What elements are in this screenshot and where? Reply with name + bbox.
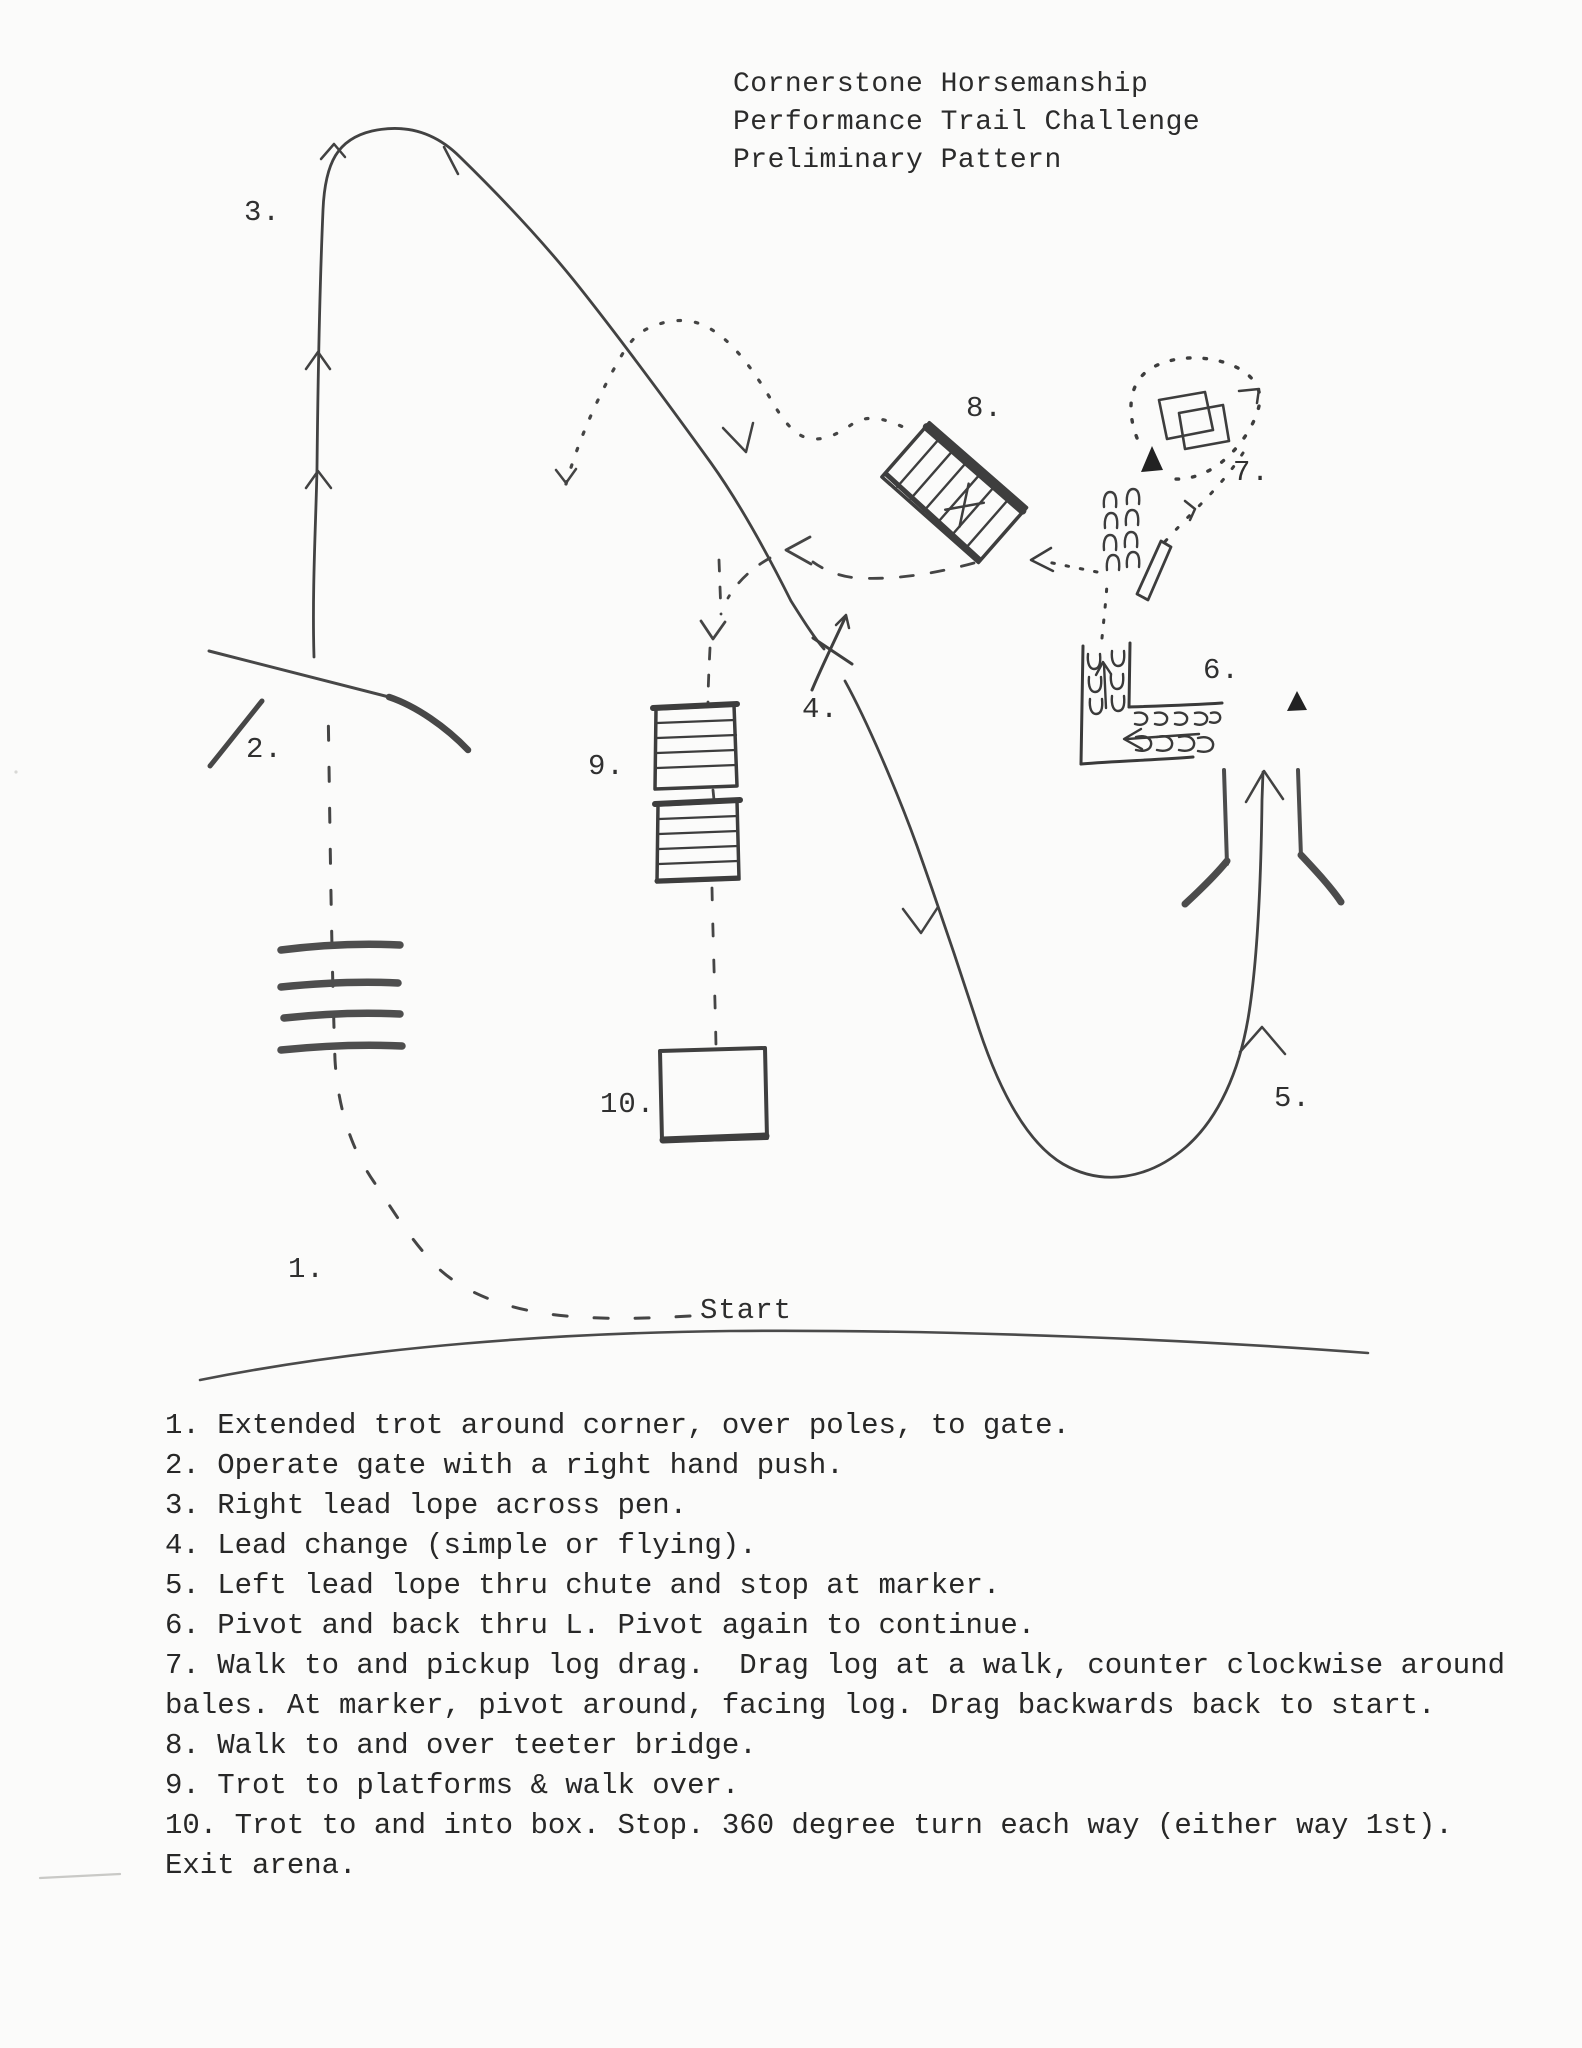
title-line: Preliminary Pattern bbox=[733, 145, 1062, 176]
obstacle-label-9: 9. bbox=[588, 750, 625, 783]
log-drag-loop bbox=[1031, 358, 1260, 638]
up-arrow-icon bbox=[1246, 771, 1283, 802]
instruction-line: 2. Operate gate with a right hand push. bbox=[165, 1449, 844, 1482]
instruction-line: 1. Extended trot around corner, over poles, to gate. bbox=[165, 1409, 1070, 1442]
instruction-line: 7. Walk to and pickup log drag. Drag log at a walk, counter clockwise around bbox=[165, 1649, 1506, 1682]
left-arrow-icon bbox=[786, 537, 811, 564]
bridge-to-platforms-path bbox=[701, 537, 974, 1046]
hoofprints-across bbox=[1135, 712, 1220, 751]
obstacle-label-4: 4. bbox=[802, 693, 839, 726]
down-arrow-icon bbox=[903, 907, 938, 933]
walk-path-dotted bbox=[556, 321, 909, 485]
hoofprints-walk bbox=[1104, 489, 1139, 570]
scan-artifact bbox=[14, 770, 120, 1878]
instruction-line: bales. At marker, pivot around, facing log. Drag backwards back to start. bbox=[165, 1689, 1436, 1722]
trot-poles bbox=[281, 944, 402, 1050]
instruction-line: Exit arena. bbox=[165, 1849, 357, 1882]
obstacle-label-6: 6. bbox=[1203, 654, 1240, 687]
instruction-line: 3. Right lead lope across pen. bbox=[165, 1489, 688, 1522]
arena-fence-line bbox=[200, 1331, 1368, 1380]
up-arrow-icon bbox=[306, 471, 331, 488]
obstacle-label-10: 10. bbox=[600, 1088, 656, 1121]
instruction-line: 4. Lead change (simple or flying). bbox=[165, 1529, 757, 1562]
lope-path-lower bbox=[845, 681, 1285, 1177]
instruction-line: 6. Pivot and back thru L. Pivot again to continue. bbox=[165, 1609, 1036, 1642]
hook-arrow-icon bbox=[1239, 389, 1259, 403]
instruction-line: 8. Walk to and over teeter bridge. bbox=[165, 1729, 757, 1762]
start-label: Start bbox=[700, 1294, 793, 1327]
instruction-line: 9. Trot to platforms & walk over. bbox=[165, 1769, 740, 1802]
obstacle-label-3: 3. bbox=[244, 196, 281, 229]
instruction-list bbox=[165, 1406, 1565, 1886]
down-arrow-icon bbox=[701, 621, 725, 639]
teeter-bridge bbox=[881, 421, 1027, 563]
obstacle-label-7: 7. bbox=[1233, 456, 1270, 489]
lead-change-x bbox=[812, 615, 852, 690]
drag-log bbox=[1137, 541, 1171, 600]
obstacle-label-1: 1. bbox=[288, 1253, 325, 1286]
lope-path-upper bbox=[306, 128, 824, 657]
turn-box bbox=[660, 1048, 767, 1141]
platforms bbox=[653, 704, 740, 882]
down-arrow-icon bbox=[723, 423, 753, 452]
instruction-line: 5. Left lead lope thru chute and stop at marker. bbox=[165, 1569, 1001, 1602]
hay-bales bbox=[1159, 392, 1229, 449]
title-line: Performance Trail Challenge bbox=[733, 107, 1201, 138]
l-back-through bbox=[1081, 643, 1222, 764]
tick-mark bbox=[444, 147, 458, 174]
obstacle-label-8: 8. bbox=[966, 392, 1003, 425]
left-arrow-icon bbox=[1031, 548, 1053, 571]
instruction-line: 10. Trot to and into box. Stop. 360 degree turn each way (either way 1st). bbox=[165, 1809, 1453, 1842]
up-arrow-icon bbox=[1104, 664, 1106, 708]
pattern-title bbox=[733, 66, 1200, 180]
title-line: Cornerstone Horsemanship bbox=[733, 69, 1149, 100]
obstacle-label-2: 2. bbox=[246, 733, 283, 766]
obstacle-label-5: 5. bbox=[1274, 1082, 1311, 1115]
